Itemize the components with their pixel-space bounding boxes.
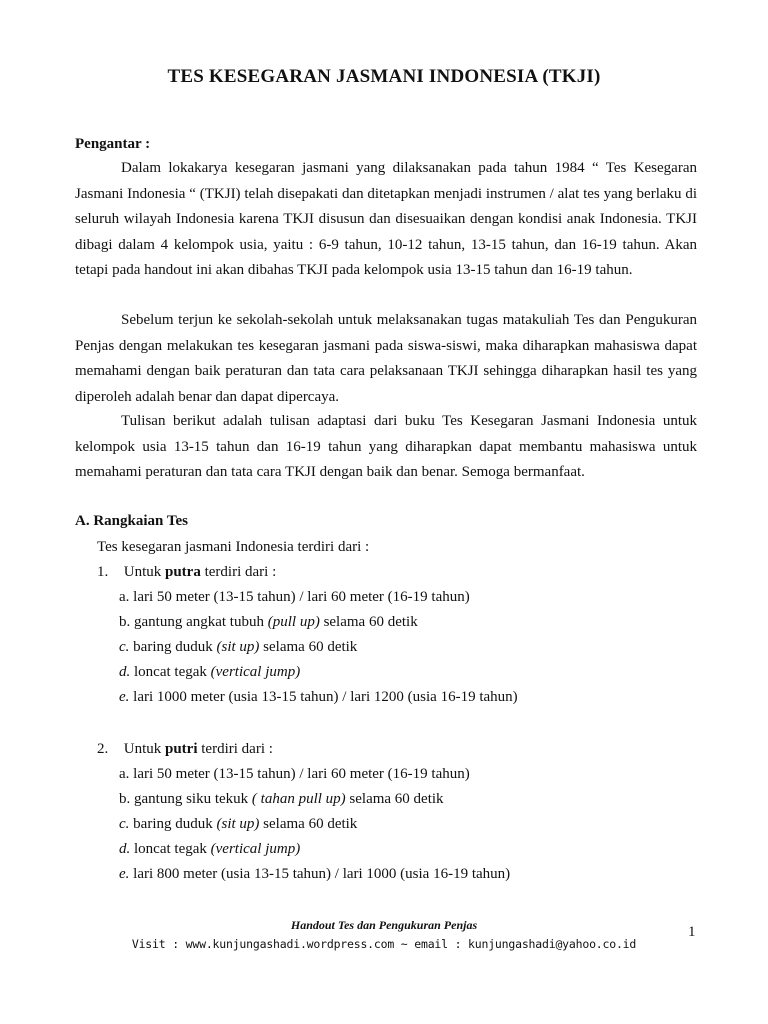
item-italic: (pull up): [267, 614, 320, 630]
footer-title: Handout Tes dan Pengukuran Penjas: [290, 918, 478, 932]
list-putra-header: [97, 564, 276, 581]
item-italic: (vertical jump): [210, 664, 301, 680]
item-letter: e.: [119, 866, 130, 882]
putri-item-b: [119, 791, 444, 808]
item-text-after: selama 60 detik: [259, 816, 358, 832]
item-letter: e.: [119, 689, 130, 705]
item-letter: c.: [119, 639, 130, 655]
intro-paragraph-1: Dalam lokakarya kesegaran jasmani yang dilaksanakan pada tahun 1984 “ Tes Kesegaran Jasmani Indonesia “ (TKJI) telah disepakati dan ditetapkan menjadi instrumen / alat tes yang berlaku di seluruh wilayah Indonesia karena TKJI disusun dan disesuaikan dengan kondisi anak Indonesia. TKJI dibagi dalam 4 kelompok usia, yaitu : 6-9 tahun, 10-12 tahun, 13-15 tahun, dan 16-19 tahun. Akan tetapi pada handout ini akan dibahas TKJI pada kelompok usia 13-15 tahun dan 16-19 tahun.: [75, 160, 697, 279]
item-text: baring duduk: [129, 639, 217, 655]
item-letter: c.: [119, 816, 130, 832]
section-a-lead: Tes kesegaran jasmani Indonesia terdiri dari :: [97, 539, 370, 555]
putri-item-e: [119, 866, 510, 883]
item-italic: ( tahan pull up): [251, 791, 346, 807]
putri-item-c: [119, 816, 357, 833]
item-letter: a.: [119, 589, 130, 605]
item-letter: d.: [119, 664, 131, 680]
list-number: 2.: [97, 741, 109, 757]
putra-item-b: [119, 614, 418, 631]
item-letter: b.: [119, 614, 131, 630]
section-a-heading: A. Rangkaian Tes: [75, 513, 188, 529]
item-text-after: selama 60 detik: [319, 614, 418, 630]
list-prefix: Untuk: [123, 741, 165, 757]
list-putri-header: [97, 741, 273, 758]
item-letter: b.: [119, 791, 131, 807]
list-prefix: Untuk: [123, 564, 165, 580]
putri-item-a: [119, 766, 470, 783]
intro-paragraph-3: Tulisan berikut adalah tulisan adaptasi dari buku Tes Kesegaran Jasmani Indonesia untuk kelompok usia 13-15 tahun dan 16-19 tahun yang diharapkan dapat membantu mahasiswa untuk memahami peraturan dan tata cara TKJI dengan baik dan benar. Semoga bermanfaat.: [75, 413, 697, 481]
item-text: lari 800 meter (usia 13-15 tahun) / lari 1000 (usia 16-19 tahun): [129, 866, 511, 882]
item-italic: (sit up): [216, 816, 260, 832]
list-bold-term: putra: [165, 564, 201, 580]
item-text-after: selama 60 detik: [259, 639, 358, 655]
intro-heading: Pengantar :: [75, 136, 151, 152]
item-text: lari 50 meter (13-15 tahun) / lari 60 meter (16-19 tahun): [129, 589, 470, 605]
document-title: TES KESEGARAN JASMANI INDONESIA (TKJI): [167, 66, 601, 87]
item-text: gantung angkat tubuh: [130, 614, 268, 630]
item-letter: d.: [119, 841, 131, 857]
item-letter: a.: [119, 766, 130, 782]
putri-item-d: [119, 841, 300, 858]
item-text: loncat tegak: [130, 841, 211, 857]
intro-paragraph-2: Sebelum terjun ke sekolah-sekolah untuk melaksanakan tugas matakuliah Tes dan Pengukuran Penjas dengan melakukan tes kesegaran jasmani pada siswa-siswi, maka diharapkan mahasiswa dapat memahami dengan baik peraturan dan tata cara pelaksanaan TKJI sehingga diharapkan hasil tes yang diperoleh adalah benar dan dapat dipercaya.: [75, 312, 697, 405]
list-number: 1.: [97, 564, 109, 580]
list-suffix: terdiri dari :: [200, 564, 277, 580]
item-text: lari 1000 meter (usia 13-15 tahun) / lari 1200 (usia 16-19 tahun): [129, 689, 518, 705]
item-italic: (vertical jump): [210, 841, 301, 857]
list-suffix: terdiri dari :: [197, 741, 273, 757]
item-italic: (sit up): [216, 639, 260, 655]
item-text: lari 50 meter (13-15 tahun) / lari 60 meter (16-19 tahun): [129, 766, 470, 782]
putra-item-c: [119, 639, 357, 656]
putra-item-a: [119, 589, 470, 606]
list-bold-term: putri: [165, 741, 198, 757]
footer-visit-line: Visit : www.kunjungashadi.wordpress.com ~ email : kunjungashadi@yahoo.co.id: [131, 937, 637, 951]
item-text: baring duduk: [129, 816, 217, 832]
item-text: loncat tegak: [130, 664, 211, 680]
putra-item-e: [119, 689, 518, 706]
putra-item-d: [119, 664, 300, 681]
item-text-after: selama 60 detik: [345, 791, 444, 807]
page-number: 1: [688, 924, 696, 940]
item-text: gantung siku tekuk: [130, 791, 252, 807]
